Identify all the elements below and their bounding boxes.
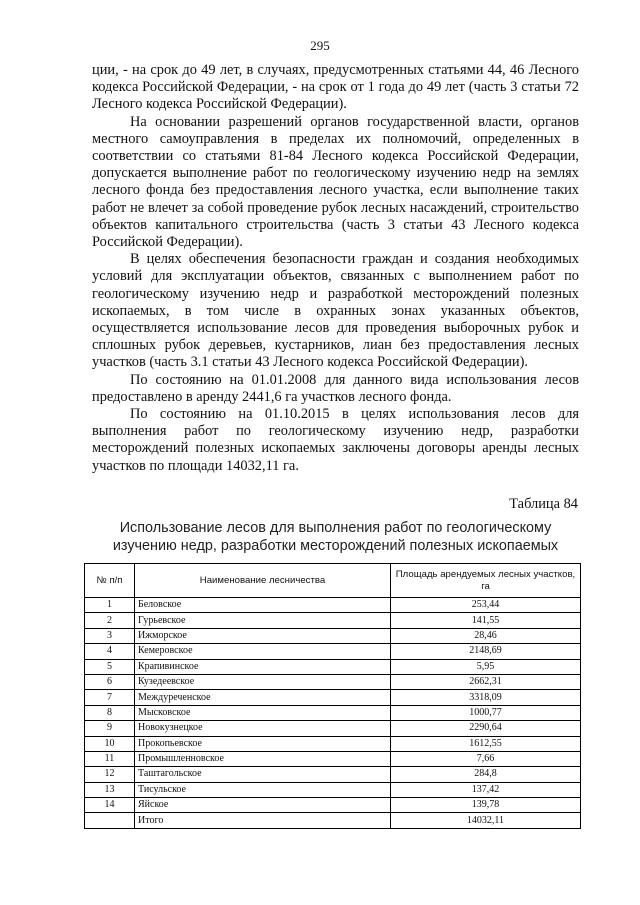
row-number: 10	[85, 736, 135, 751]
forestry-table	[84, 563, 581, 829]
header-forestry-name: Наименование лесничества	[135, 564, 391, 598]
row-number: 6	[85, 674, 135, 689]
leased-area: 139,78	[391, 798, 581, 813]
leased-area: 7,66	[391, 751, 581, 766]
paragraph: По состоянию на 01.10.2015 в целях использования лесов для выполнения работ по геологическому изучению недр, разработки месторождений полезных ископаемых заключены договоры аренды лесных участков по площади 14032,11 га.	[92, 406, 579, 474]
forestry-name: Кемеровское	[135, 644, 391, 659]
table-header-row	[85, 564, 581, 598]
leased-area: 1612,55	[391, 736, 581, 751]
table-row	[85, 659, 581, 674]
forestry-name: Крапивинское	[135, 659, 391, 674]
leased-area: 284,8	[391, 767, 581, 782]
forestry-name: Промышленновское	[135, 751, 391, 766]
paragraph: ции, - на срок до 49 лет, в случаях, предусмотренных статьями 44, 46 Лесного кодекса Российской Федерации, - на срок от 1 года до 49 лет (часть 3 статьи 72 Лесного кодекса Российской Федерации).	[92, 62, 579, 113]
body-text	[92, 62, 579, 475]
forestry-name: Кузедеевское	[135, 674, 391, 689]
table-row	[85, 798, 581, 813]
table-row	[85, 751, 581, 766]
table-row	[85, 705, 581, 720]
table-caption: Таблица 84	[509, 496, 578, 512]
row-number: 11	[85, 751, 135, 766]
paragraph: По состоянию на 01.01.2008 для данного вида использования лесов предоставлено в аренду 2441,6 га участков лесного фонда.	[92, 371, 579, 405]
row-number: 7	[85, 690, 135, 705]
leased-area: 2148,69	[391, 644, 581, 659]
row-number: 14	[85, 798, 135, 813]
row-number: 4	[85, 644, 135, 659]
table-row	[85, 767, 581, 782]
row-number: 12	[85, 767, 135, 782]
paragraph: В целях обеспечения безопасности граждан и создания необходимых условий для эксплуатации объектов, связанных с выполнением работ по геологическому изучению недр и разработкой месторождений полезных ископаемых, в том числе в охранных зонах указанных объектов, осуществляется использование лесов для проведения выборочных рубок и сплошных рубок деревьев, кустарников, лиан без предоставления лесных участков (часть 3.1 статьи 43 Лесного кодекса Российской Федерации).	[92, 251, 579, 371]
forestry-name: Итого	[135, 813, 391, 828]
forestry-name: Прокопьевское	[135, 736, 391, 751]
forestry-name: Гурьевское	[135, 613, 391, 628]
leased-area: 2290,64	[391, 721, 581, 736]
table-row	[85, 598, 581, 613]
forestry-name: Тисульское	[135, 782, 391, 797]
header-leased-area: Площадь арендуемых лесных участков, га	[391, 564, 581, 598]
forestry-name: Новокузнецкое	[135, 721, 391, 736]
header-number: № п/п	[85, 564, 135, 598]
paragraph: На основании разрешений органов государственной власти, органов местного самоуправления в пределах их полномочий, определенных в соответствии со статьями 81-84 Лесного кодекса Российской Федерации, допускается выполнение работ по геологическому изучению недр на землях лесного фонда без предоставления лесного участка, если выполнение таких работ не влечет за собой проведение рубок лесных насаждений, строительство объектов капитального строительства (часть 3 статьи 43 Лесного кодекса Российской Федерации).	[92, 113, 579, 251]
row-number: 5	[85, 659, 135, 674]
table-row	[85, 628, 581, 643]
table-row	[85, 736, 581, 751]
table-row	[85, 613, 581, 628]
row-number: 8	[85, 705, 135, 720]
row-number: 13	[85, 782, 135, 797]
forestry-name: Таштагольское	[135, 767, 391, 782]
leased-area: 5,95	[391, 659, 581, 674]
table-total-row	[85, 813, 581, 828]
table-row	[85, 721, 581, 736]
forestry-name: Ижморское	[135, 628, 391, 643]
forestry-name: Беловское	[135, 598, 391, 613]
row-number: 1	[85, 598, 135, 613]
table-row	[85, 644, 581, 659]
table-title: Использование лесов для выполнения работ по геологическому изучению недр, разработки месторождений полезных ископаемых	[112, 520, 559, 554]
row-number: 9	[85, 721, 135, 736]
row-number	[85, 813, 135, 828]
row-number: 3	[85, 628, 135, 643]
table-row	[85, 782, 581, 797]
leased-area: 141,55	[391, 613, 581, 628]
forestry-name: Междуреченское	[135, 690, 391, 705]
leased-area: 14032,11	[391, 813, 581, 828]
leased-area: 2662,31	[391, 674, 581, 689]
leased-area: 137,42	[391, 782, 581, 797]
leased-area: 3318,09	[391, 690, 581, 705]
leased-area: 1000,77	[391, 705, 581, 720]
leased-area: 28,46	[391, 628, 581, 643]
table-row	[85, 690, 581, 705]
forestry-name: Яйское	[135, 798, 391, 813]
leased-area: 253,44	[391, 598, 581, 613]
forestry-name: Мысковское	[135, 705, 391, 720]
row-number: 2	[85, 613, 135, 628]
page-number: 295	[310, 38, 330, 53]
table-row	[85, 674, 581, 689]
